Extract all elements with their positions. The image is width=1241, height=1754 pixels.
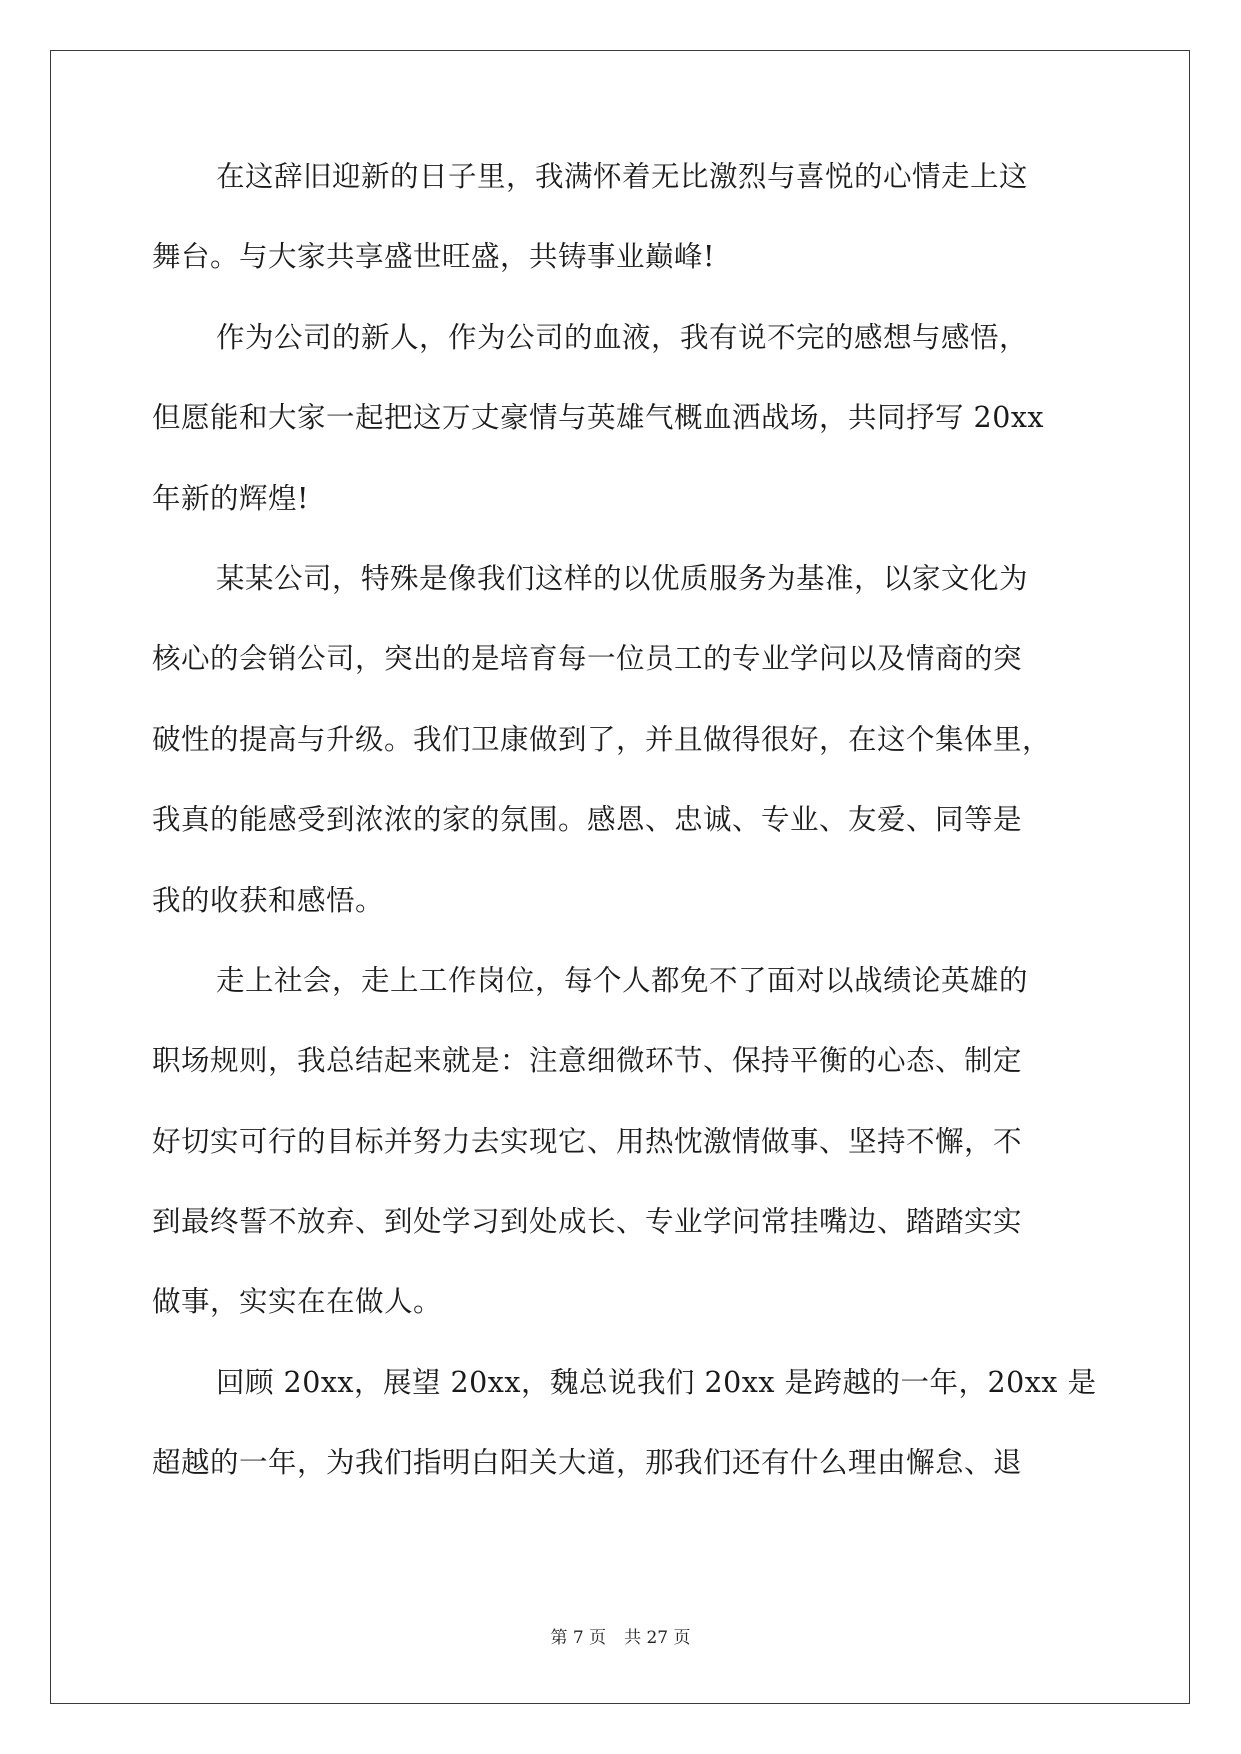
text-line: 好切实可行的目标并努力去实现它、用热忱激情做事、坚持不懈，不: [152, 1124, 1023, 1158]
text-line: 做事，实实在在做人。: [152, 1285, 443, 1319]
text-line: 走上社会，走上工作岗位，每个人都免不了面对以战绩论英雄的: [216, 963, 1029, 997]
total-pages: 共 27 页: [624, 1628, 691, 1648]
text-line: 作为公司的新人，作为公司的血液，我有说不完的感想与感悟，: [216, 320, 1029, 354]
text-line: 职场规则，我总结起来就是：注意细微环节、保持平衡的心态、制定: [152, 1044, 1023, 1078]
text-line: 到最终誓不放弃、到处学习到处成长、专业学问常挂嘴边、踏踏实实: [152, 1205, 1023, 1239]
text-line: 在这辞旧迎新的日子里，我满怀着无比激烈与喜悦的心情走上这: [216, 160, 1029, 193]
document-body: [152, 160, 1097, 1528]
text-line: 我的收获和感悟。: [152, 883, 385, 917]
text-line: 某某公司，特殊是像我们这样的以优质服务为基准，以家文化为: [216, 561, 1029, 595]
text-line: 年新的辉煌!: [152, 481, 309, 515]
text-line: 超越的一年，为我们指明白阳关大道，那我们还有什么理由懈怠、退: [152, 1446, 1023, 1480]
text-line: 回顾 20xx，展望 20xx，魏总说我们 20xx 是跨越的一年，20xx 是: [216, 1365, 1097, 1399]
text-line: 但愿能和大家一起把这万丈豪情与英雄气概血洒战场，共同抒写 20xx: [152, 401, 1044, 435]
text-line: 我真的能感受到浓浓的家的氛围。感恩、忠诚、专业、友爱、同等是: [152, 803, 1023, 837]
page-number: 第 7 页: [550, 1628, 607, 1648]
text-line: 破性的提高与升级。我们卫康做到了，并且做得很好，在这个集体里，: [152, 722, 1052, 756]
text-line: 核心的会销公司，突出的是培育每一位员工的专业学问以及情商的突: [152, 642, 1023, 676]
page-footer: [0, 1623, 1241, 1648]
text-line: 舞台。与大家共享盛世旺盛，共铸事业巅峰!: [152, 240, 715, 274]
